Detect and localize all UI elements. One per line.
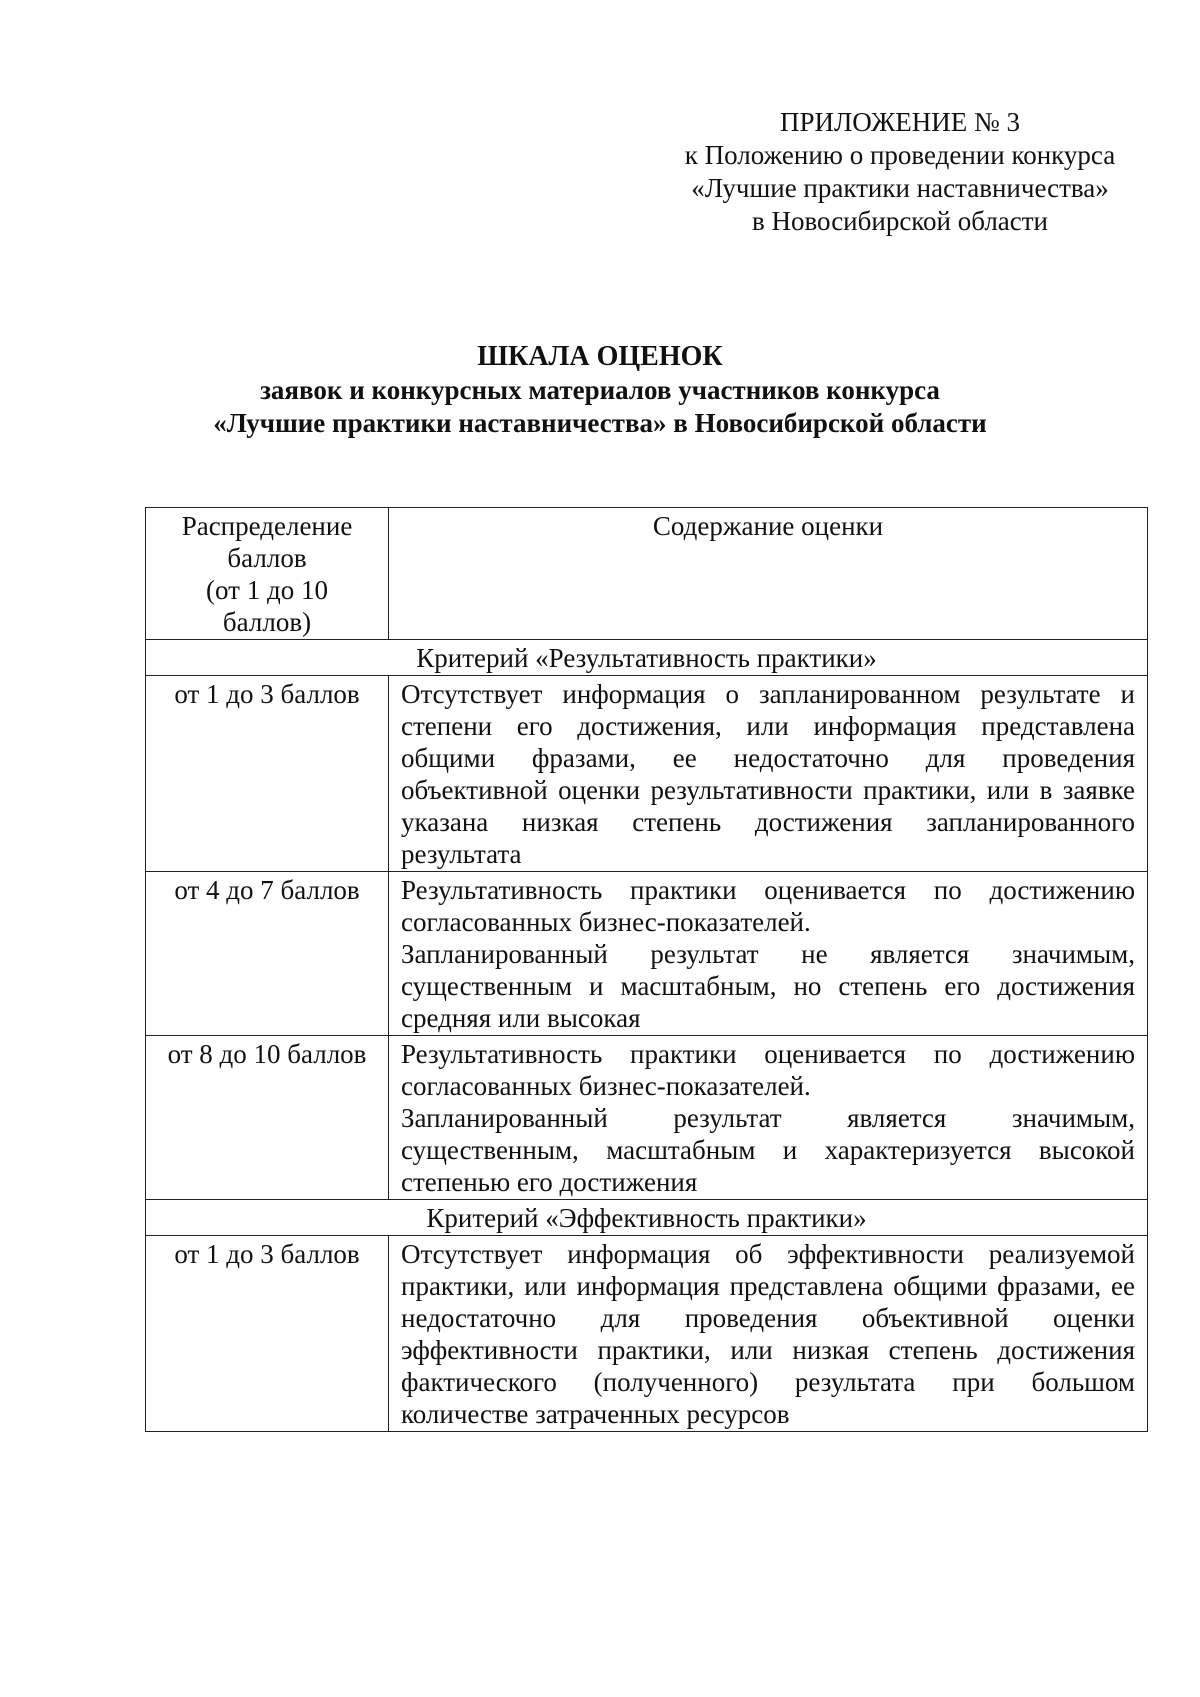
table-row xyxy=(146,676,1148,872)
evaluation-paragraph: Результативность практики оценивается по достижению согласованных бизнес-показателей. xyxy=(401,875,1135,937)
appendix-number: ПРИЛОЖЕНИЕ № 3 xyxy=(779,107,1021,137)
criterion-row xyxy=(146,640,1148,676)
table-row xyxy=(146,1036,1148,1200)
score-range-cell: от 1 до 3 баллов xyxy=(146,676,389,872)
evaluation-paragraph: Отсутствует информация об эффективности реализуемой практики, или информация представлена общими фразами, ее недостаточно для проведения объективной оценки эффективности практики, или низкая степень достижения фактического (полученного) результата при большом количестве затраченных ресурсов xyxy=(401,1239,1135,1429)
header-score-line: Распределение xyxy=(181,511,353,541)
evaluation-paragraph: Отсутствует информация о запланированном результате и степени его достижения, или информация представлена общими фразами, ее недостаточно для проведения объективной оценки результативности практики, или в заявке указана низкая степень достижения запланированного результата xyxy=(401,679,1135,869)
evaluation-content-cell xyxy=(389,872,1148,1036)
criterion-title: Критерий «Результативность практики» xyxy=(146,640,1148,676)
score-range-cell: от 8 до 10 баллов xyxy=(146,1036,389,1200)
appendix-header xyxy=(640,106,1160,238)
evaluation-scale-table xyxy=(145,507,1148,1432)
criterion-title: Критерий «Эффективность практики» xyxy=(146,1200,1148,1236)
appendix-region: в Новосибирской области xyxy=(751,206,1049,236)
evaluation-content-cell xyxy=(389,1236,1148,1432)
evaluation-paragraph: Запланированный результат не является значимым, существенным и масштабным, но степень его достижения средняя или высокая xyxy=(401,939,1135,1033)
title-subtitle-2: «Лучшие практики наставничества» в Новосибирской области xyxy=(213,408,987,438)
criterion-row xyxy=(146,1200,1148,1236)
title-subtitle-1: заявок и конкурсных материалов участников конкурса xyxy=(260,375,940,405)
evaluation-content-cell xyxy=(389,676,1148,872)
table-header-row xyxy=(146,508,1148,640)
header-score-line: баллов) xyxy=(222,607,312,637)
evaluation-content-cell xyxy=(389,1036,1148,1200)
header-score-line: (от 1 до 10 xyxy=(206,575,328,605)
appendix-contest-name: «Лучшие практики наставничества» xyxy=(691,173,1109,203)
evaluation-paragraph: Результативность практики оценивается по достижению согласованных бизнес-показателей. xyxy=(401,1039,1135,1101)
table-row xyxy=(146,872,1148,1036)
header-score-cell xyxy=(146,508,389,640)
appendix-reference: к Положению о проведении конкурса xyxy=(684,140,1116,170)
score-range-cell: от 1 до 3 баллов xyxy=(146,1236,389,1432)
document-title xyxy=(140,340,1060,440)
title-main: ШКАЛА ОЦЕНОК xyxy=(477,341,723,372)
score-range-cell: от 4 до 7 баллов xyxy=(146,872,389,1036)
evaluation-paragraph: Запланированный результат является значимым, существенным, масштабным и характеризуется высокой степенью его достижения xyxy=(401,1103,1135,1197)
table-row xyxy=(146,1236,1148,1432)
header-score-line: баллов xyxy=(227,543,307,573)
header-content-cell: Содержание оценки xyxy=(389,508,1148,640)
